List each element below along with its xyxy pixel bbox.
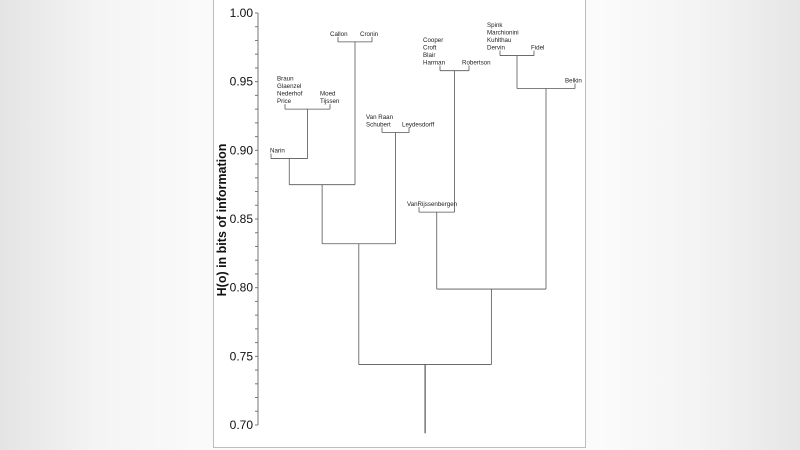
leaf-label: Dervin	[487, 44, 505, 52]
leaf-label: Moed	[320, 90, 336, 98]
leaf-label: Belkin	[565, 77, 582, 85]
leaf-label: Tijssen	[320, 98, 340, 106]
leaf-label: VanRijssenbergen	[407, 201, 458, 209]
leaf-label: Glaenzel	[277, 82, 302, 90]
leaf-label: Cronin	[360, 30, 379, 38]
leaf-label: Marchionini	[487, 29, 519, 37]
leaf-label: Callon	[330, 30, 348, 38]
leaf-label: Braun	[277, 75, 294, 83]
y-tick-label: 0.95	[229, 74, 253, 89]
y-tick-label: 0.85	[229, 212, 253, 226]
leaf-label: Narin	[270, 147, 285, 155]
leaf-label: Price	[277, 98, 292, 106]
y-tick-label: 0.90	[229, 143, 253, 158]
leaf-label: Kuhlthau	[487, 36, 512, 44]
leaf-label: Leydesdorff	[402, 121, 435, 129]
leaf-label: Croft	[423, 44, 437, 52]
leaf-label: Spink	[487, 21, 503, 29]
y-tick-label: 0.75	[229, 349, 253, 364]
leaf-label: Blair	[423, 52, 436, 60]
y-tick-label: 1.00	[229, 6, 253, 20]
leaf-label: Harman	[423, 59, 446, 67]
y-tick-label: 0.80	[229, 280, 253, 295]
leaf-label: Fidel	[531, 44, 545, 52]
leaf-label: Van Raan	[366, 113, 394, 121]
y-axis-title: H(o) in bits of information	[215, 143, 229, 297]
leaf-label: Robertson	[462, 59, 491, 67]
leaf-label: Schubert	[366, 121, 391, 129]
leaf-label: Cooper	[423, 36, 444, 44]
leaf-label: Nederhof	[277, 90, 303, 98]
y-tick-label: 0.70	[229, 418, 253, 432]
